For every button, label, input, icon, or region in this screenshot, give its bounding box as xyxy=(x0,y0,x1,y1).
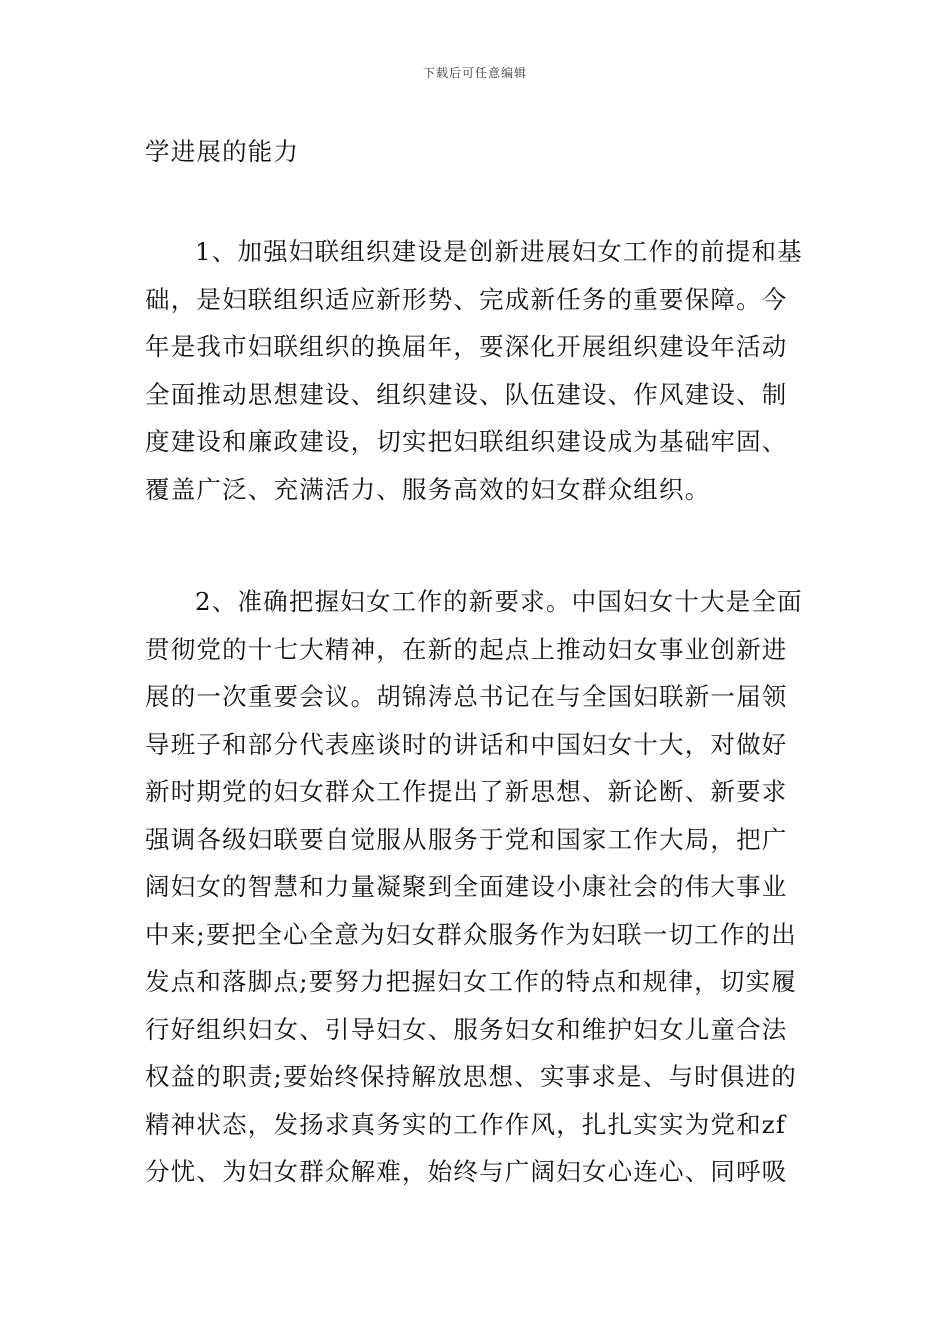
header-note: 下载后可任意编辑 xyxy=(422,66,527,80)
continued-line: 学进展的能力 xyxy=(145,137,300,166)
paragraph-new-requirements: 2、准确把握妇女工作的新要求。中国妇女十大是全面贯彻党的十七大精神，在新的起点上推动妇女事业创新进展的一次重要会议。胡锦涛总书记在与全国妇联新一届领导班子和部分代表座谈时的讲话和中国妇女十大，对做好新时期党的妇女群众工作提出了新思想、新论断、新要求强调各级妇联要自觉服从服务于党和国家工作大局，把广阔妇女的智慧和力量凝聚到全面建设小康社会的伟大事业中来;要把全心全意为妇女群众服务作为妇联一切工作的出发点和落脚点;要努力把握妇女工作的特点和规律，切实履行好组织妇女、引导妇女、服务妇女和维护妇女儿童合法权益的职责;要始终保持解放思想、实事求是、与时俱进的精神状态，发扬求真务实的工作作风，扎扎实实为党和zf分忧、为妇女群众解难，始终与广阔妇女心连心、同呼吸 xyxy=(145,587,803,1186)
paragraph-organization-building: 1、加强妇联组织建设是创新进展妇女工作的前提和基础，是妇联组织适应新形势、完成新任务的重要保障。今年是我市妇联组织的换届年，要深化开展组织建设年活动全面推动思想建设、组织建设、队伍建设、作风建设、制度建设和廉政建设，切实把妇联组织建设成为基础牢固、覆盖广泛、充满活力、服务高效的妇女群众组织。 xyxy=(145,237,803,504)
